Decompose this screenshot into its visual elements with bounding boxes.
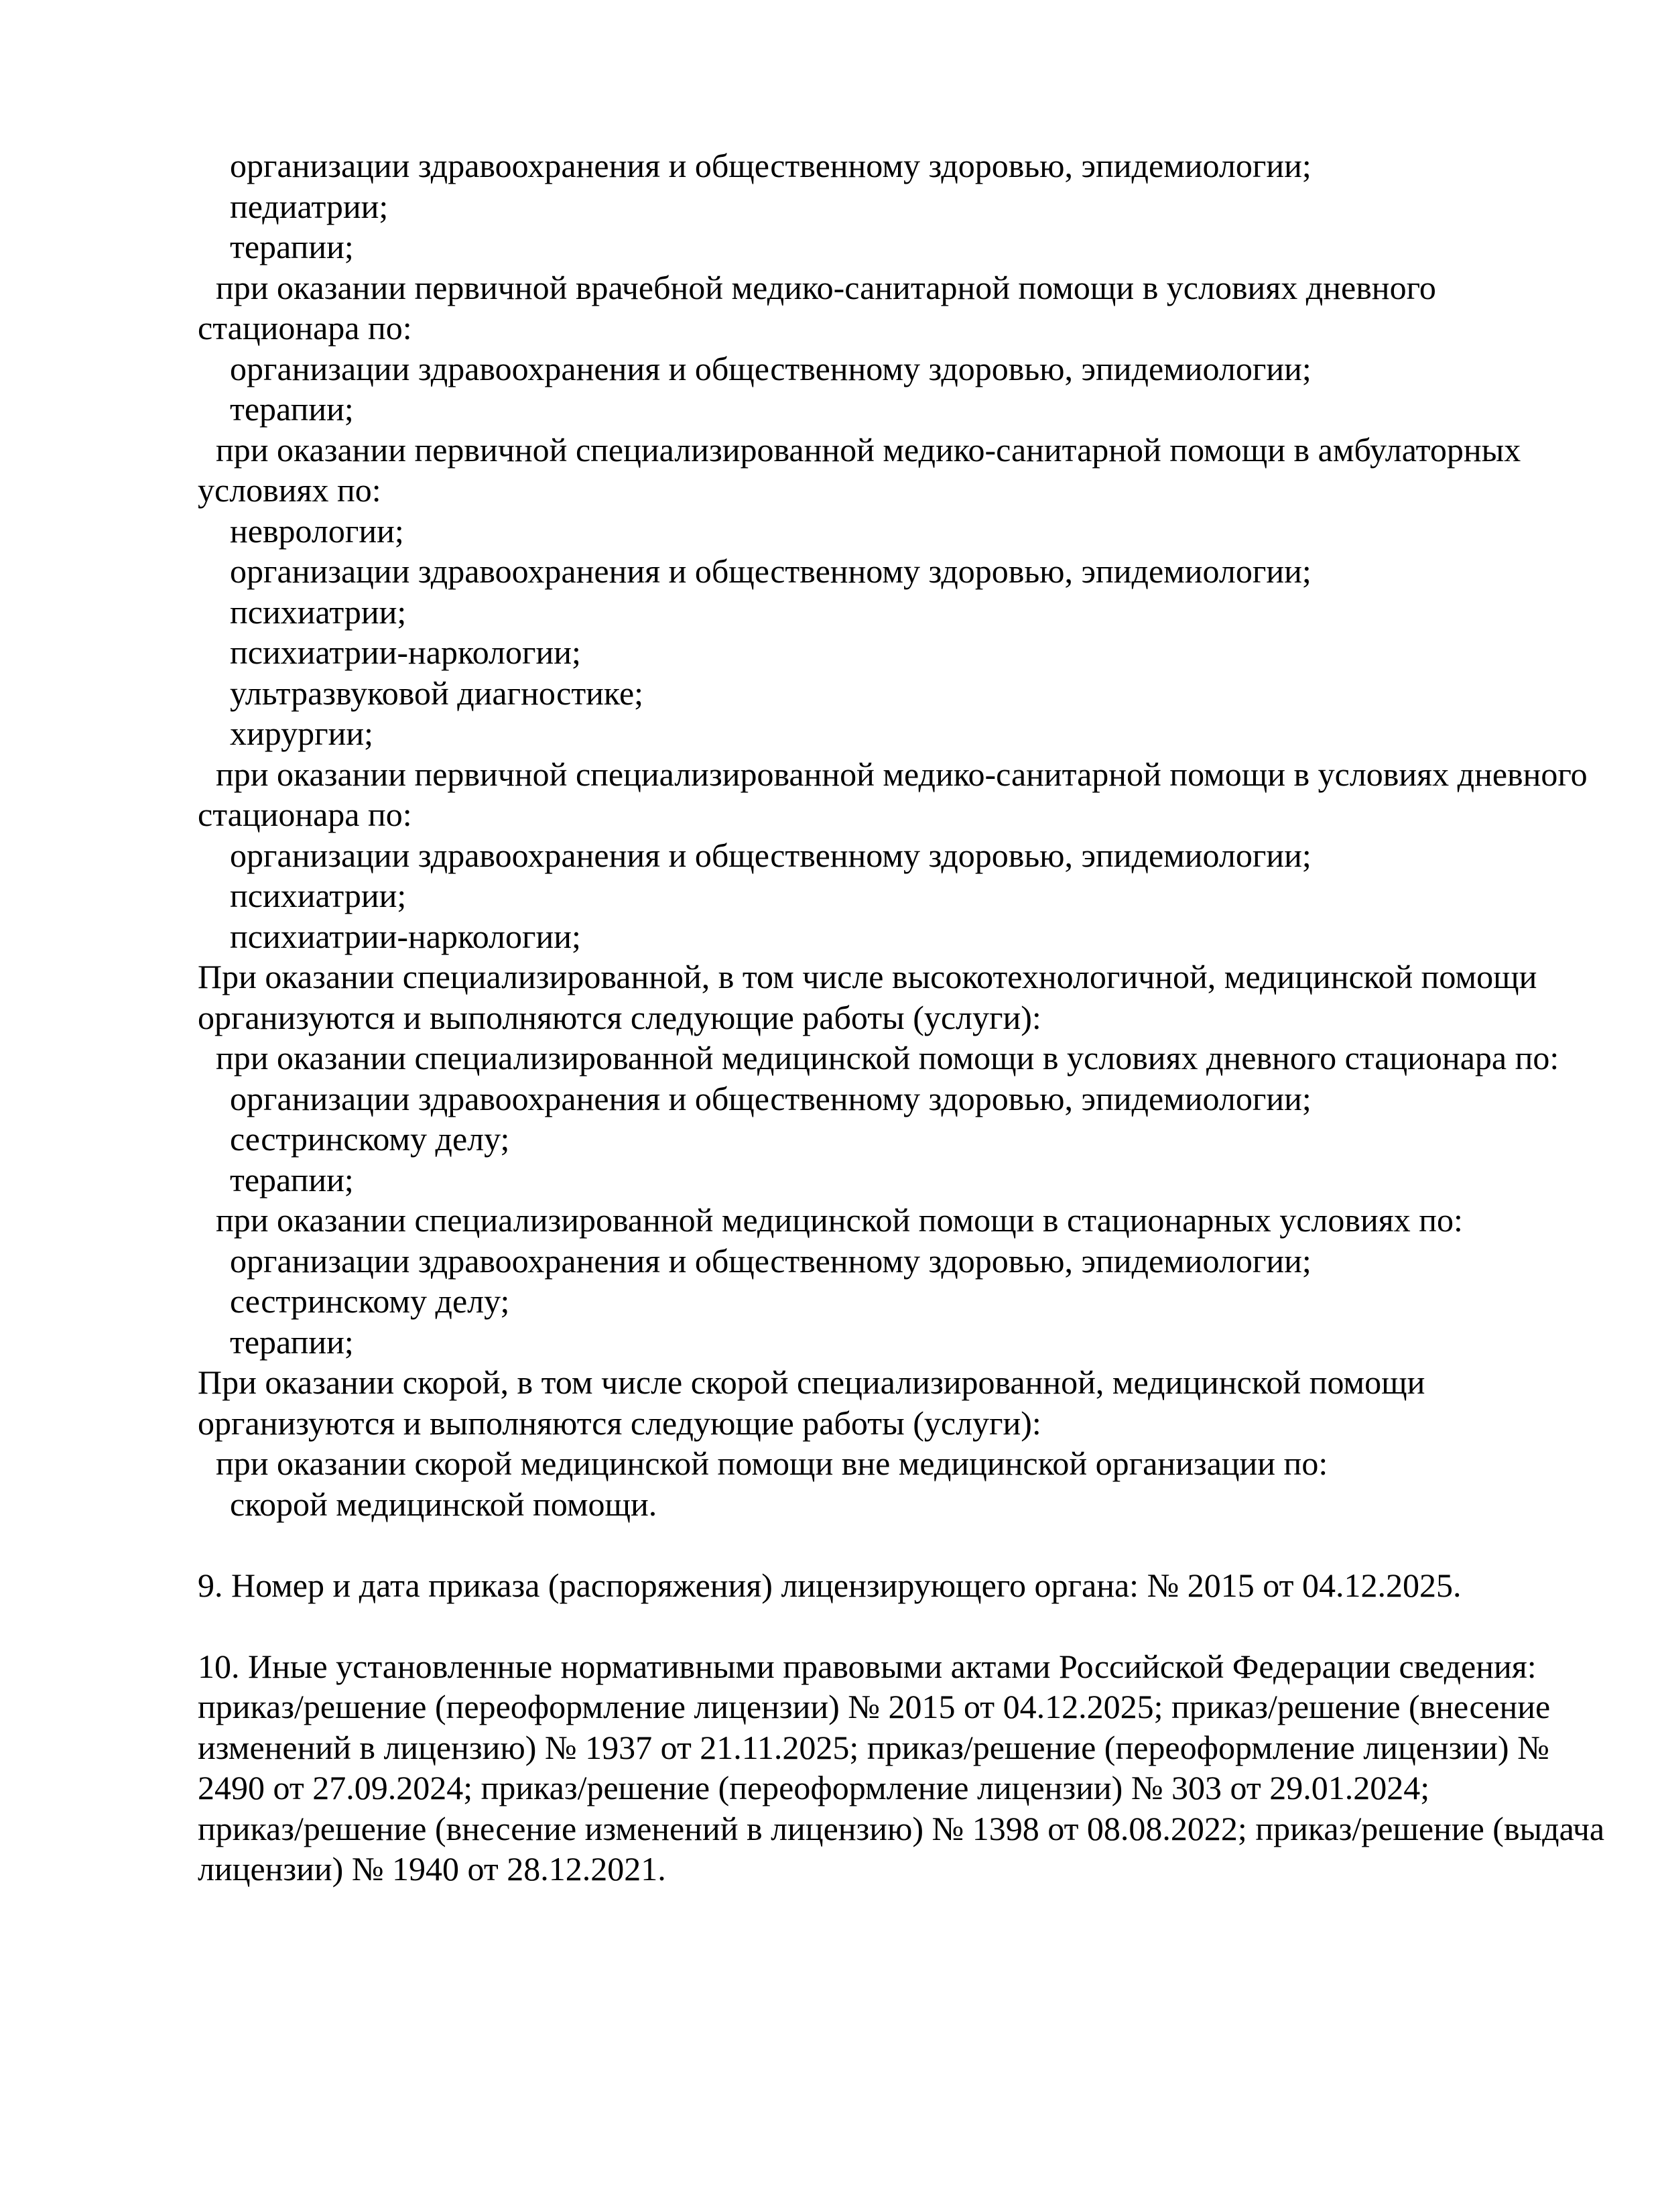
document-line: ультразвуковой диагностике;: [230, 674, 644, 712]
document-line: организации здравоохранения и общественному здоровью, эпидемиологии;: [230, 1079, 1312, 1117]
document-line: при оказании первичной врачебной медико-санитарной помощи в условиях дневного: [216, 268, 1436, 306]
document-line: при оказании скорой медицинской помощи вне медицинской организации по:: [216, 1445, 1328, 1482]
document-line: 10. Иные установленные нормативными правовыми актами Российской Федерации сведения:: [198, 1647, 1537, 1685]
document-line: при оказании специализированной медицинской помощи в условиях дневного стационара по:: [216, 1039, 1559, 1077]
document-line: организации здравоохранения и общественному здоровью, эпидемиологии;: [230, 349, 1312, 387]
document-line: стационара по:: [198, 309, 412, 347]
document-line: терапии;: [230, 1323, 354, 1361]
document-line: [198, 1605, 1622, 1646]
document-line: При оказании скорой, в том числе скорой специализированной, медицинской помощи: [198, 1363, 1425, 1401]
document-line: психиатрии;: [230, 593, 407, 631]
document-line: стационара по:: [198, 796, 412, 833]
document-line: При оказании специализированной, в том числе высокотехнологичной, медицинской помощи: [198, 958, 1537, 995]
document-line: терапии;: [230, 228, 354, 265]
document-line: организации здравоохранения и общественному здоровью, эпидемиологии;: [230, 836, 1312, 874]
document-line: педиатрии;: [230, 187, 389, 225]
document-line: приказ/решение (внесение изменений в лицензию) № 1398 от 08.08.2022; приказ/решение (выдача: [198, 1809, 1605, 1847]
document-line: 9. Номер и дата приказа (распоряжения) лицензирующего органа: № 2015 от 04.12.2025.: [198, 1566, 1462, 1604]
document-line: [198, 1524, 1622, 1565]
document-line: хирургии;: [230, 715, 374, 752]
document-line: сестринскому делу;: [230, 1120, 510, 1158]
document-line: организации здравоохранения и общественному здоровью, эпидемиологии;: [230, 147, 1312, 184]
document-line: неврологии;: [230, 511, 404, 550]
document-line: организации здравоохранения и общественному здоровью, эпидемиологии;: [230, 552, 1312, 590]
document-line: при оказании первичной специализированной медико-санитарной помощи в условиях дневного: [216, 755, 1588, 793]
document-text-block: [198, 145, 1622, 1890]
document-line: психиатрии-наркологии;: [230, 633, 581, 671]
document-line: изменений в лицензию) № 1937 от 21.11.2025; приказ/решение (переоформление лицензии) №: [198, 1728, 1549, 1766]
document-line: организуются и выполняются следующие работы (услуги):: [198, 998, 1041, 1036]
document-line: при оказании первичной специализированной медико-санитарной помощи в амбулаторных: [216, 430, 1521, 469]
document-line: при оказании специализированной медицинской помощи в стационарных условиях по:: [216, 1201, 1463, 1239]
document-line: психиатрии;: [230, 877, 407, 914]
document-line: лицензии) № 1940 от 28.12.2021.: [198, 1850, 666, 1888]
document-line: скорой медицинской помощи.: [230, 1485, 657, 1523]
document-line: сестринскому делу;: [230, 1282, 510, 1320]
document-line: приказ/решение (переоформление лицензии) № 2015 от 04.12.2025; приказ/решение (внесение: [198, 1688, 1551, 1725]
document-line: терапии;: [230, 1160, 354, 1199]
document-line: условиях по:: [198, 471, 381, 509]
document-line: 2490 от 27.09.2024; приказ/решение (переоформление лицензии) № 303 от 29.01.2024;: [198, 1769, 1430, 1806]
document-line: организации здравоохранения и общественному здоровью, эпидемиологии;: [230, 1241, 1312, 1280]
document-line: терапии;: [230, 390, 354, 428]
document-line: психиатрии-наркологии;: [230, 917, 581, 955]
document-line: организуются и выполняются следующие работы (услуги):: [198, 1404, 1041, 1442]
